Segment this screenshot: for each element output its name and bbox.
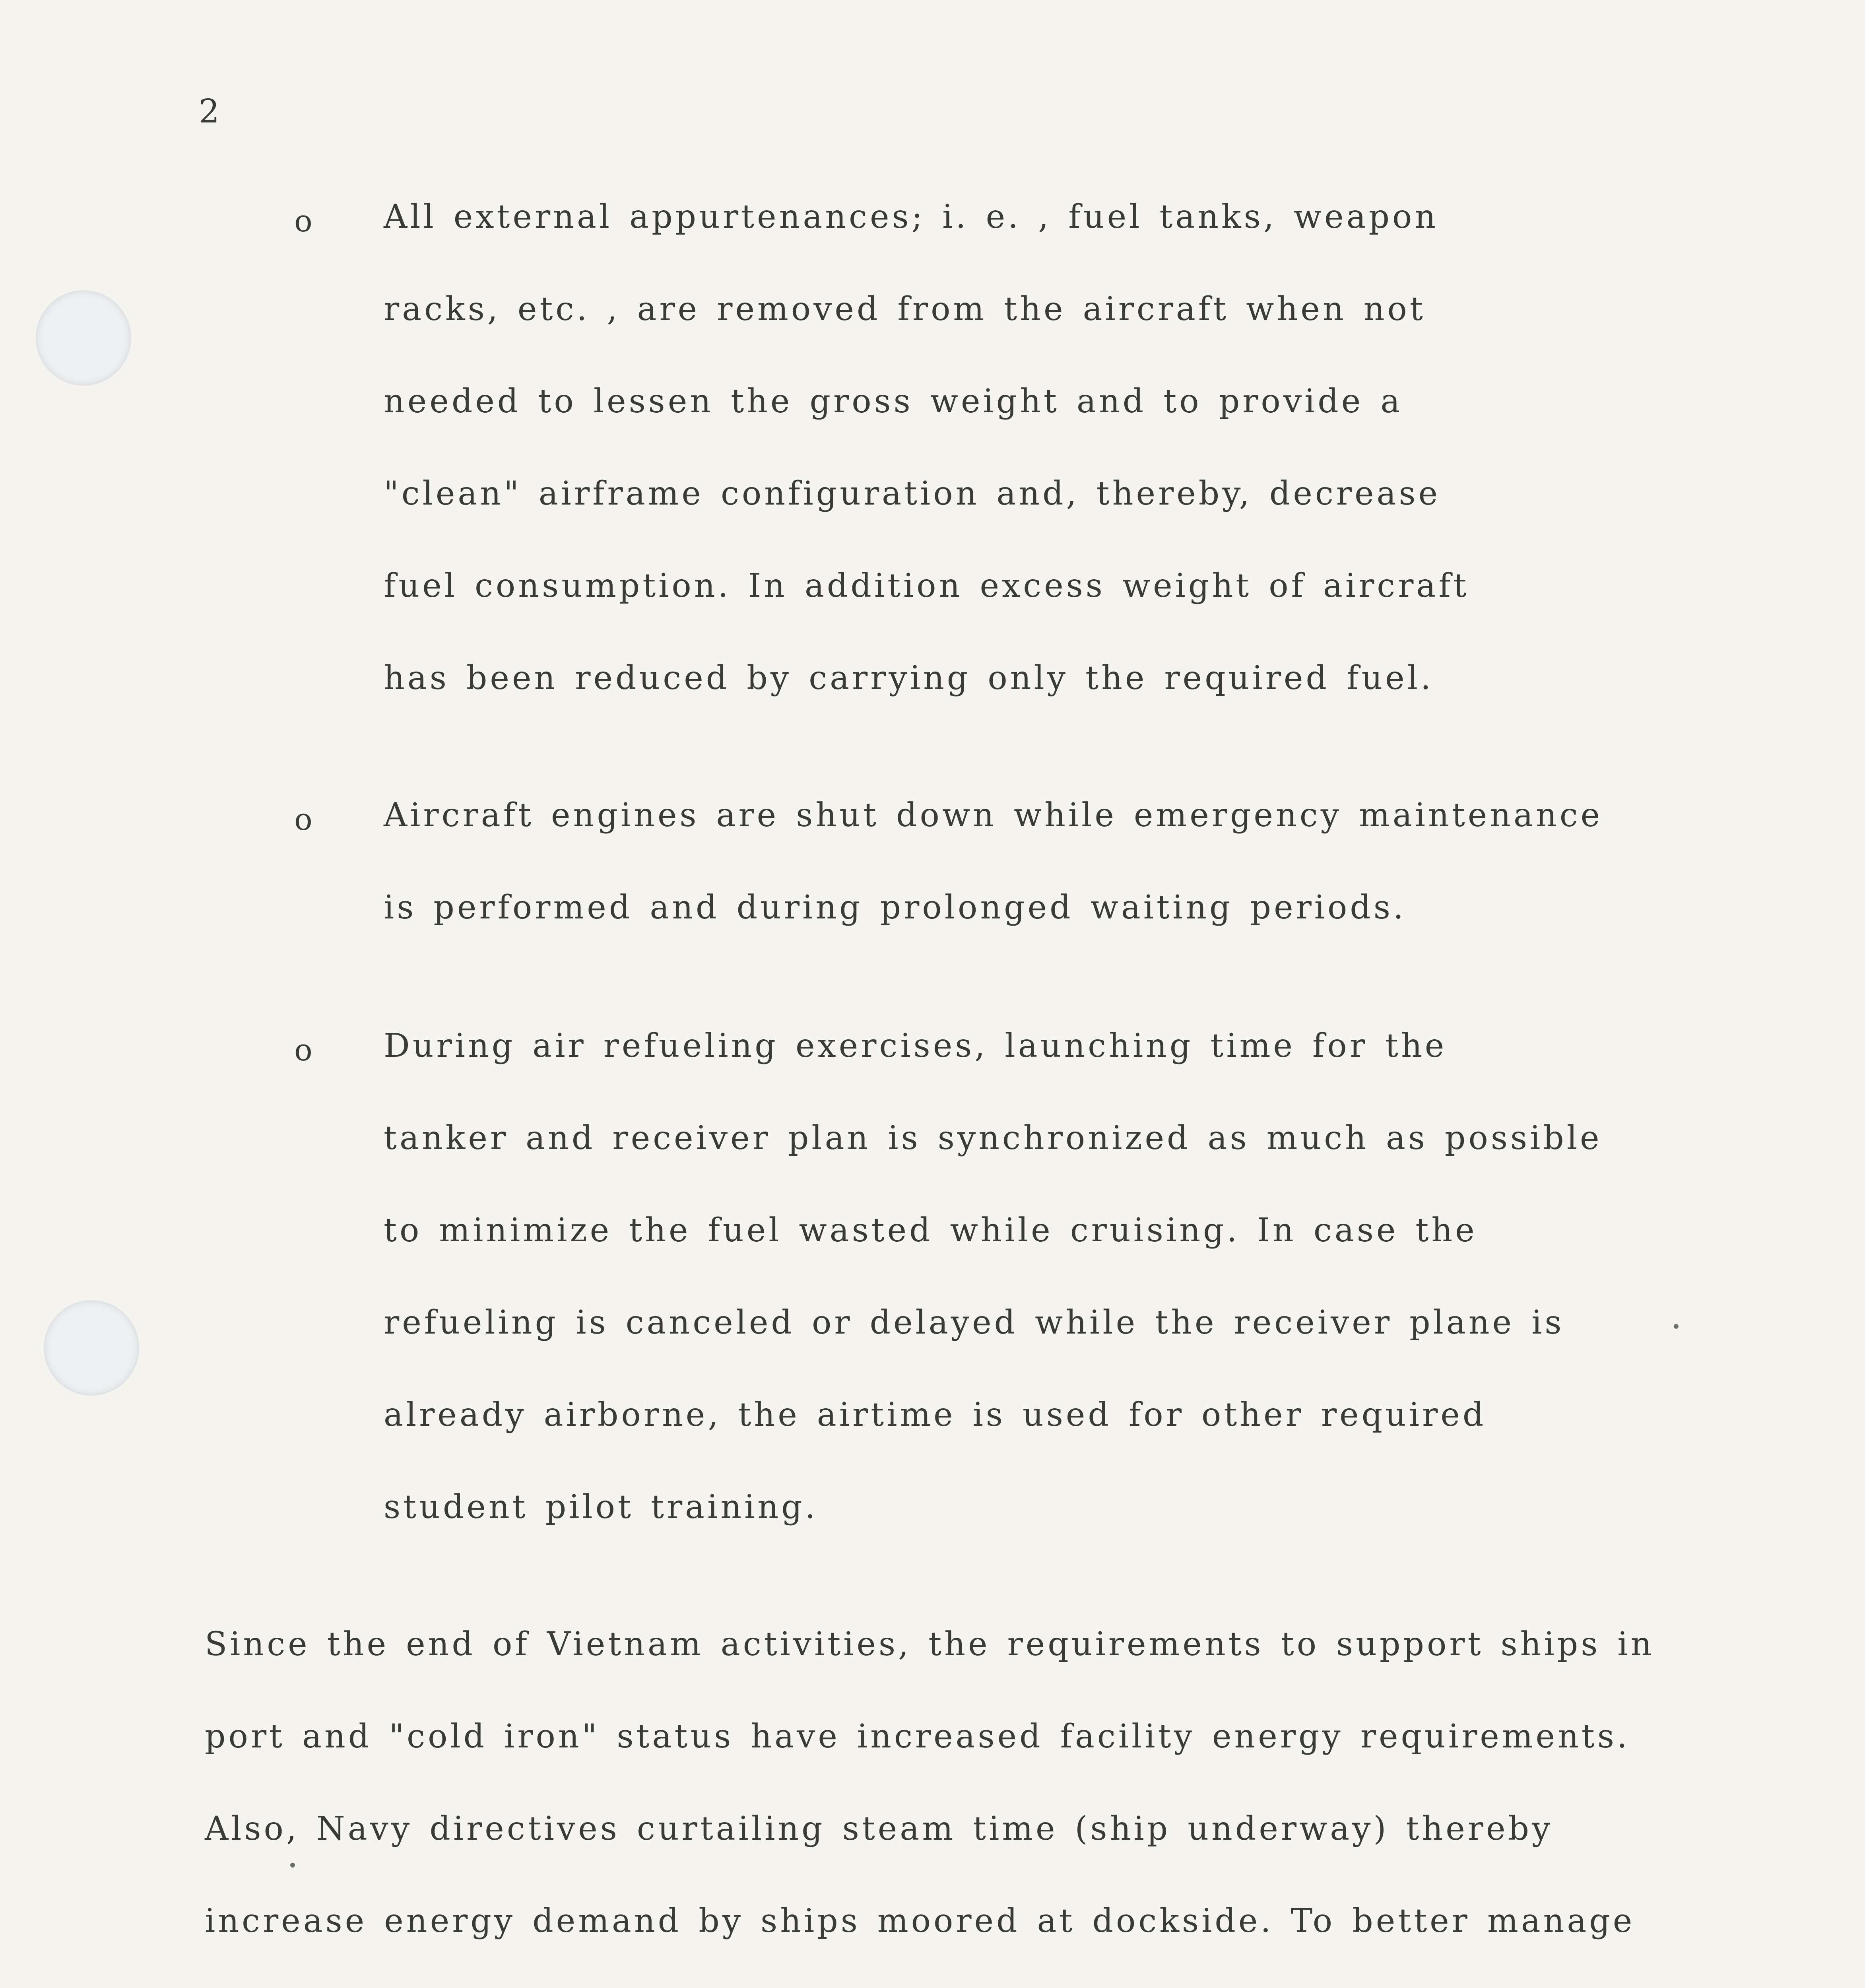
paragraph-line: port and "cold iron" status have increased facility energy requirements. xyxy=(205,1718,1630,1755)
paragraph-line: increase energy demand by ships moored at dockside. To better manage xyxy=(205,1902,1635,1940)
bullet-3-line: During air refueling exercises, launching time for the xyxy=(384,1027,1447,1065)
binder-hole-top xyxy=(36,290,131,386)
bullet-3-line: to minimize the fuel wasted while cruising. In case the xyxy=(384,1211,1477,1249)
binder-hole-middle xyxy=(44,1300,139,1396)
bullet-1-line: "clean" airframe configuration and, thereby, decrease xyxy=(384,475,1441,513)
page-number: 2 xyxy=(199,93,221,130)
bullet-1-line: All external appurtenances; i. e. , fuel tanks, weapon xyxy=(384,198,1439,236)
bullet-1-line: fuel consumption. In addition excess weight of aircraft xyxy=(384,567,1469,605)
paragraph-line: Also, Navy directives curtailing steam time (ship underway) thereby xyxy=(205,1810,1553,1848)
bullet-2-line: Aircraft engines are shut down while emergency maintenance xyxy=(384,796,1603,834)
bullet-2-line: is performed and during prolonged waiting periods. xyxy=(384,889,1407,926)
bullet-3-line: refueling is canceled or delayed while the receiver plane is xyxy=(384,1304,1564,1342)
bullet-3-line: already airborne, the airtime is used for other required xyxy=(384,1396,1487,1434)
scan-speck xyxy=(290,1863,295,1868)
scan-speck xyxy=(1674,1324,1679,1329)
paragraph-line: Since the end of Vietnam activities, the requirements to support ships in xyxy=(205,1625,1655,1663)
bullet-1-line: has been reduced by carrying only the required fuel. xyxy=(384,659,1434,697)
bullet-1-line: needed to lessen the gross weight and to provide a xyxy=(384,382,1403,420)
bullet-marker: o xyxy=(294,1032,312,1068)
bullet-3-line: student pilot training. xyxy=(384,1488,818,1526)
bullet-3-line: tanker and receiver plan is synchronized as much as possible xyxy=(384,1119,1602,1157)
bullet-marker: o xyxy=(294,203,312,239)
bullet-1-line: racks, etc. , are removed from the aircraft when not xyxy=(384,290,1426,328)
bullet-marker: o xyxy=(294,802,312,837)
